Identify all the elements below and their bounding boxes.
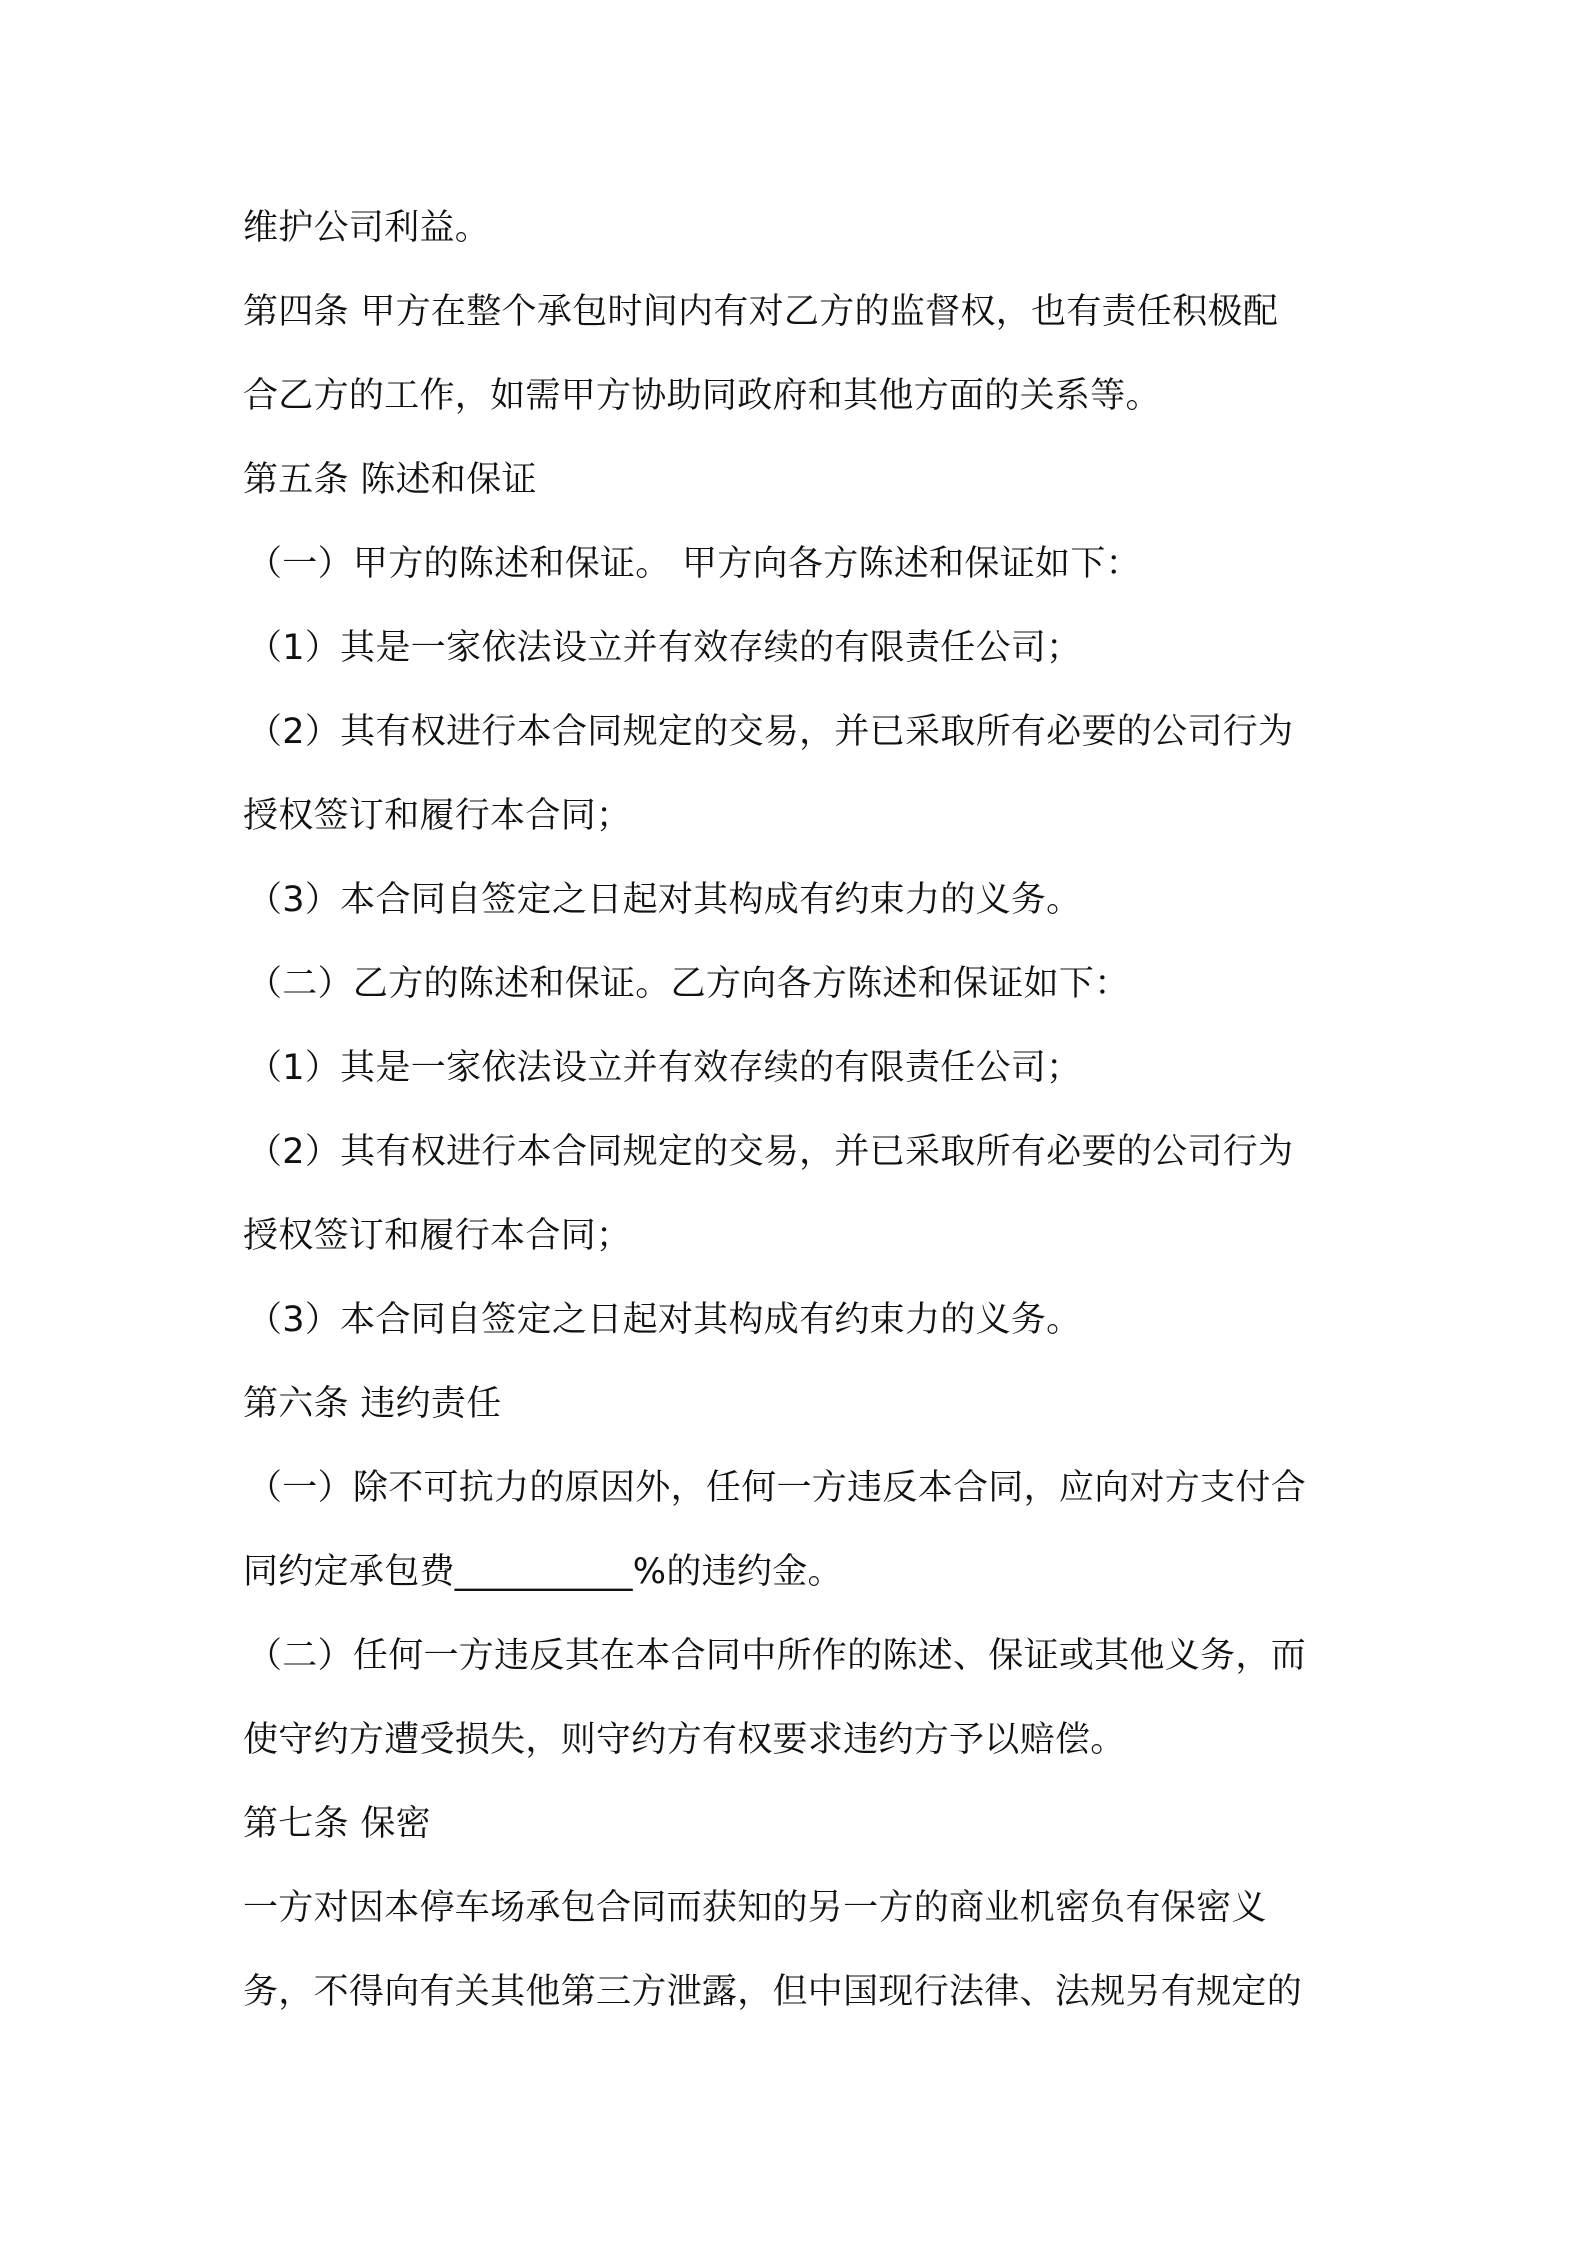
list-item: （3）本合同自签定之日起对其构成有约束力的义务。 [247, 880, 1082, 920]
text-line: 务，不得向有关其他第三方泄露，但中国现行法律、法规另有规定的 [243, 1972, 1303, 2012]
article-6-heading: 第六条 违约责任 [243, 1384, 502, 1424]
text-line: 使守约方遭受损失，则守约方有权要求违约方予以赔偿。 [243, 1720, 1126, 1760]
text-line: 维护公司利益。 [243, 208, 491, 248]
document-body [243, 198, 1363, 2046]
article-4-heading: 第四条 甲方在整个承包时间内有对乙方的监督权，也有责任积极配 [243, 292, 1279, 332]
list-item: （2）其有权进行本合同规定的交易，并已采取所有必要的公司行为 [247, 712, 1294, 752]
text-line: 一方对因本停车场承包合同而获知的另一方的商业机密负有保密义 [243, 1888, 1267, 1928]
clause-breach-1: （一）除不可抗力的原因外，任何一方违反本合同，应向对方支付合 [247, 1468, 1307, 1508]
list-item: （3）本合同自签定之日起对其构成有约束力的义务。 [247, 1300, 1082, 1340]
clause-party-b-statement: （二）乙方的陈述和保证。乙方向各方陈述和保证如下： [247, 964, 1130, 1004]
text-line: 同约定承包费__________%的违约金。 [243, 1552, 843, 1592]
text-line: 授权签订和履行本合同； [243, 1216, 632, 1256]
text-line: 合乙方的工作，如需甲方协助同政府和其他方面的关系等。 [243, 376, 1161, 416]
clause-breach-2: （二）任何一方违反其在本合同中所作的陈述、保证或其他义务，而 [247, 1636, 1307, 1676]
list-item: （1）其是一家依法设立并有效存续的有限责任公司； [247, 628, 1082, 668]
clause-party-a-statement: （一）甲方的陈述和保证。 甲方向各方陈述和保证如下： [247, 544, 1141, 584]
article-7-heading: 第七条 保密 [243, 1804, 431, 1844]
list-item: （1）其是一家依法设立并有效存续的有限责任公司； [247, 1048, 1082, 1088]
list-item: （2）其有权进行本合同规定的交易，并已采取所有必要的公司行为 [247, 1132, 1294, 1172]
text-line: 授权签订和履行本合同； [243, 796, 632, 836]
article-5-heading: 第五条 陈述和保证 [243, 460, 537, 500]
